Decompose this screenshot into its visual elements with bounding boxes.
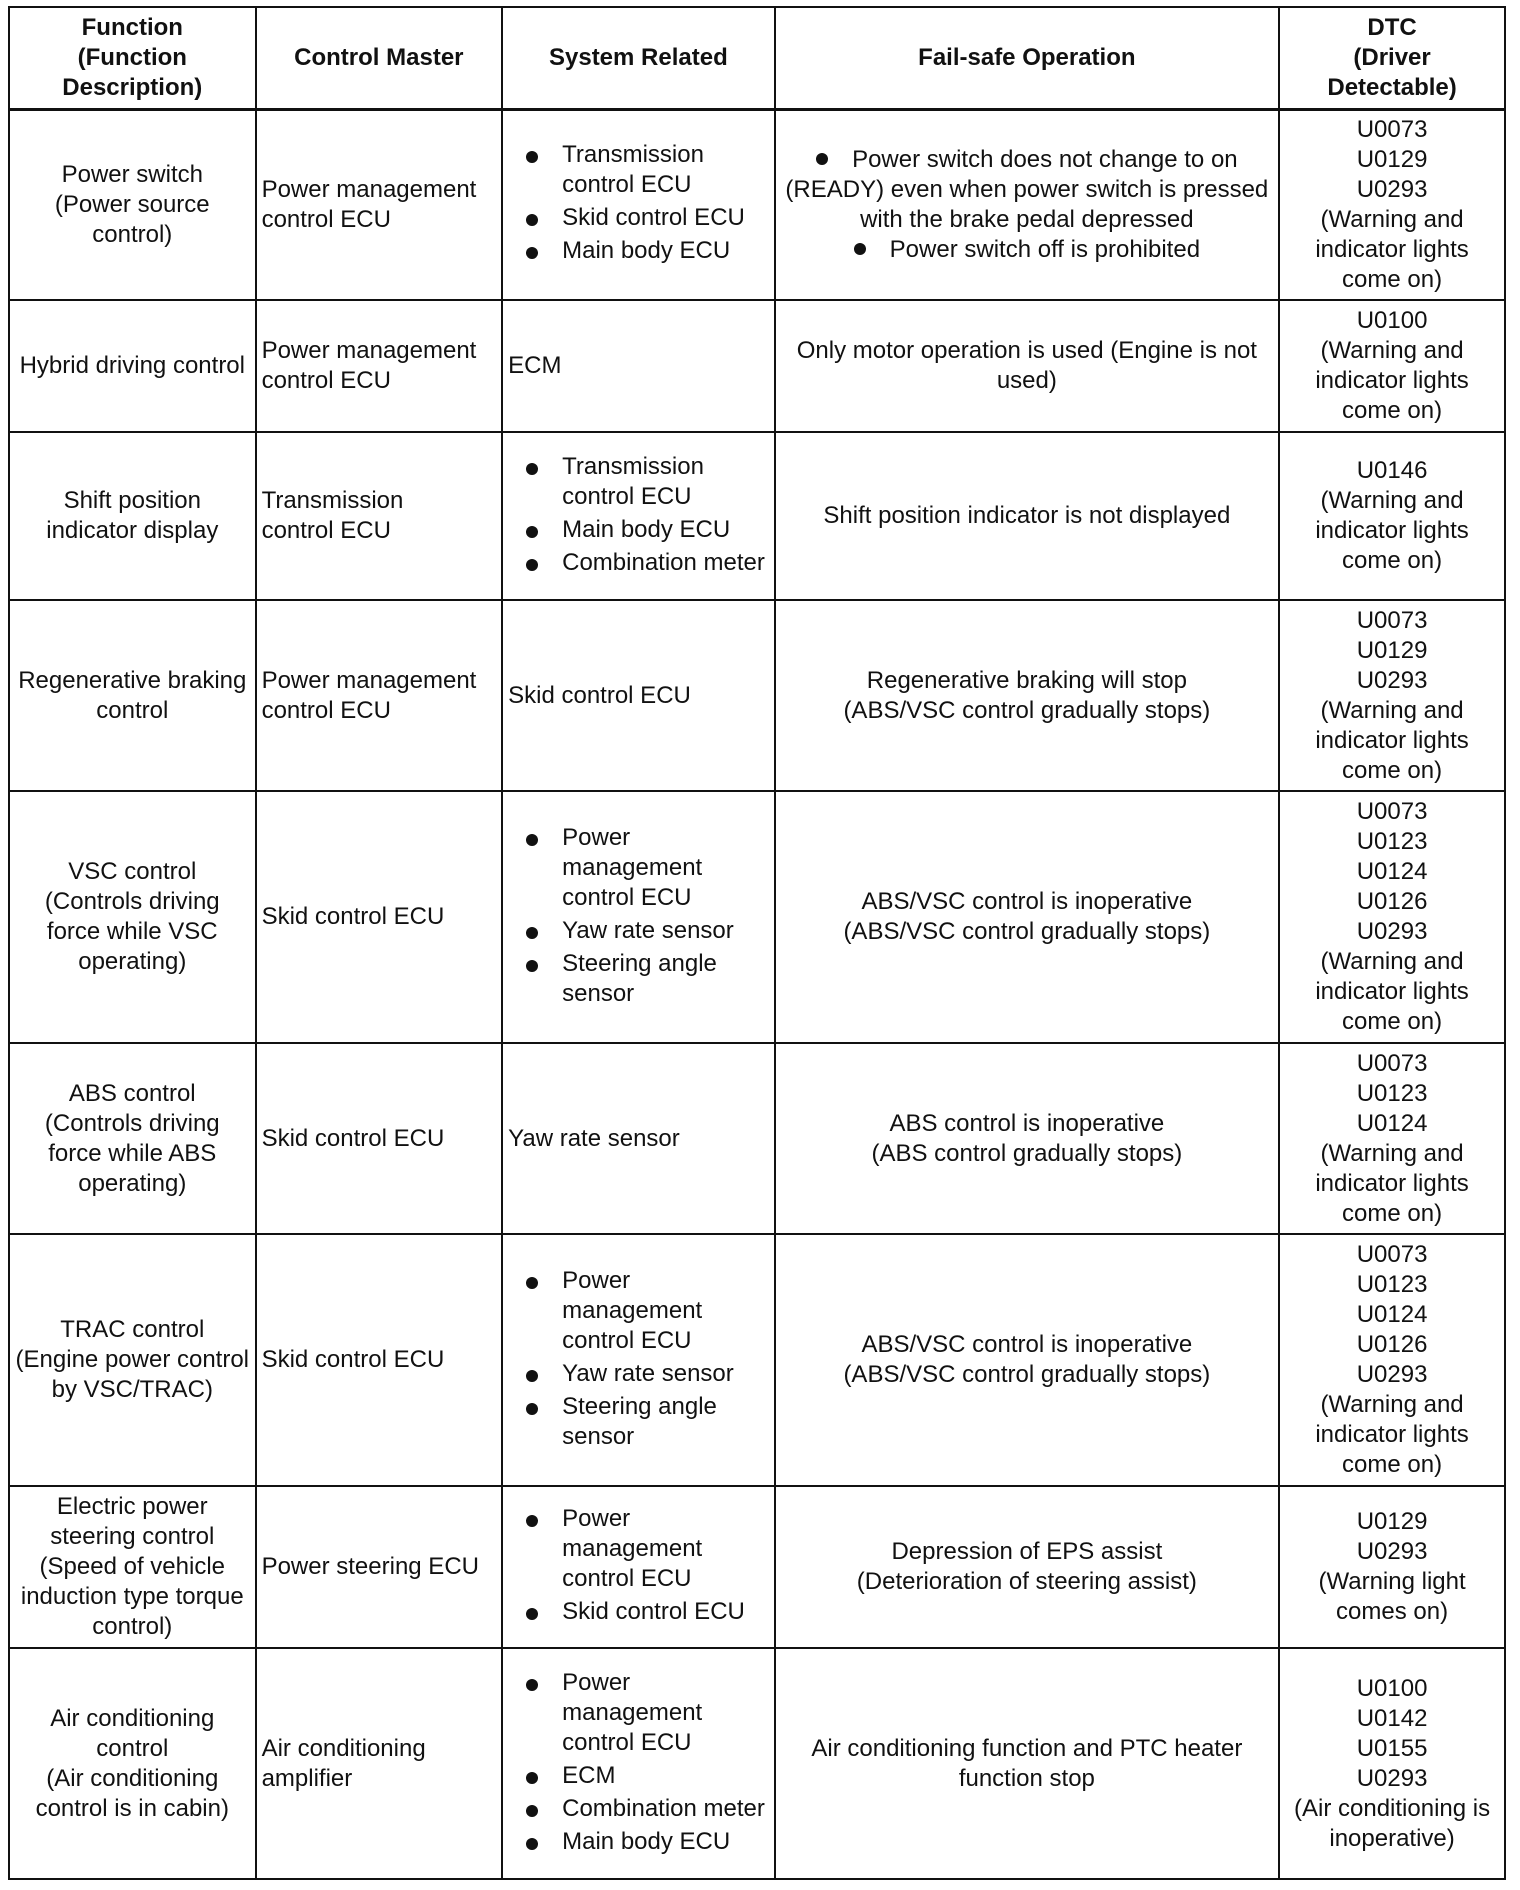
- list-item: Transmission control ECU: [526, 452, 768, 512]
- table-row: [9, 1486, 1505, 1648]
- header-failsafe-operation: Fail-safe Operation: [775, 7, 1280, 109]
- dtc-code: U0129: [1356, 636, 1428, 664]
- list-item: Transmission control ECU: [526, 140, 768, 200]
- bullet-icon: [526, 1838, 538, 1850]
- failsafe-cell: ABS/VSC control is inoperative (ABS/VSC control gradually stops): [775, 1234, 1280, 1486]
- failsafe-cell: Only motor operation is used (Engine is not used): [775, 300, 1280, 432]
- dtc-code: U0126: [1356, 1331, 1428, 1358]
- dtc-note: (Air conditioning is inoperative): [1294, 1794, 1491, 1852]
- dtc-cell: [1279, 600, 1505, 791]
- dtc-code: U0142: [1356, 1704, 1428, 1732]
- control-master-cell: Skid control ECU: [256, 1043, 503, 1234]
- list-item: Yaw rate sensor: [526, 916, 768, 946]
- dtc-cell: [1279, 1648, 1505, 1879]
- dtc-code: U0124: [1356, 1109, 1428, 1137]
- dtc-cell: [1279, 1486, 1505, 1648]
- bullet-icon: [526, 1277, 538, 1289]
- table-row: [9, 109, 1505, 300]
- failsafe-cell: Depression of EPS assist (Deterioration of steering assist): [775, 1486, 1280, 1648]
- dtc-code: U0100: [1356, 307, 1428, 334]
- function-cell: VSC control (Controls driving force while VSC operating): [9, 791, 256, 1043]
- dtc-code: U0126: [1356, 888, 1428, 915]
- system-related-cell: Skid control ECU: [502, 600, 774, 791]
- header-system-related: System Related: [502, 7, 774, 109]
- bullet-icon: [526, 1679, 538, 1691]
- system-related-cell: [502, 1648, 774, 1879]
- list-item: Yaw rate sensor: [526, 1359, 768, 1389]
- function-cell: Power switch (Power source control): [9, 109, 256, 300]
- function-cell: Shift position indicator display: [9, 432, 256, 600]
- list-item: ECM: [526, 1761, 768, 1791]
- system-related-cell: ECM: [502, 300, 774, 432]
- dtc-code: U0073: [1356, 606, 1428, 634]
- table-row: [9, 300, 1505, 432]
- dtc-code: U0129: [1356, 1508, 1428, 1535]
- dtc-note: (Warning and indicator lights come on): [1315, 205, 1469, 293]
- dtc-code: U0293: [1356, 1538, 1428, 1565]
- list-item: Skid control ECU: [526, 1597, 768, 1627]
- bullet-icon: [526, 151, 538, 163]
- control-master-cell: Power steering ECU: [256, 1486, 503, 1648]
- list-item: Skid control ECU: [526, 203, 768, 233]
- function-cell: TRAC control (Engine power control by VSC/TRAC): [9, 1234, 256, 1486]
- bullet-icon: [854, 243, 866, 255]
- failsafe-cell: Shift position indicator is not displayed: [775, 432, 1280, 600]
- failsafe-cell: [775, 109, 1280, 300]
- bullet-icon: [526, 247, 538, 259]
- header-control-master: Control Master: [256, 7, 503, 109]
- dtc-note: (Warning and indicator lights come on): [1315, 1391, 1469, 1478]
- dtc-code: U0073: [1356, 798, 1428, 825]
- failsafe-cell: Air conditioning function and PTC heater function stop: [775, 1648, 1280, 1879]
- list-item: Combination meter: [526, 548, 768, 578]
- header-row: [9, 7, 1505, 109]
- table-row: [9, 1648, 1505, 1879]
- control-master-cell: Power management control ECU: [256, 600, 503, 791]
- dtc-code: U0293: [1356, 1361, 1428, 1388]
- bullet-icon: [526, 1772, 538, 1784]
- list-item: Main body ECU: [526, 236, 768, 266]
- dtc-note: (Warning light comes on): [1318, 1568, 1466, 1625]
- dtc-cell: [1279, 109, 1505, 300]
- function-cell: ABS control (Controls driving force while ABS operating): [9, 1043, 256, 1234]
- dtc-code: U0123: [1356, 1079, 1428, 1107]
- system-related-cell: [502, 1234, 774, 1486]
- dtc-code: U0124: [1356, 858, 1428, 885]
- dtc-code: U0293: [1356, 175, 1428, 203]
- function-cell: Hybrid driving control: [9, 300, 256, 432]
- header-dtc: DTC (Driver Detectable): [1279, 7, 1505, 109]
- dtc-code: U0129: [1356, 145, 1428, 173]
- system-related-cell: [502, 109, 774, 300]
- dtc-code: U0293: [1356, 666, 1428, 694]
- dtc-code: U0146: [1356, 457, 1428, 484]
- failsafe-cell: ABS control is inoperative (ABS control gradually stops): [775, 1043, 1280, 1234]
- system-related-cell: [502, 791, 774, 1043]
- dtc-note: (Warning and indicator lights come on): [1315, 487, 1469, 574]
- list-item: Power management control ECU: [526, 1504, 768, 1594]
- system-related-cell: Yaw rate sensor: [502, 1043, 774, 1234]
- dtc-note: (Warning and indicator lights come on): [1315, 337, 1469, 424]
- control-master-cell: Power management control ECU: [256, 300, 503, 432]
- list-item: Steering angle sensor: [526, 949, 768, 1009]
- list-item: Main body ECU: [526, 515, 768, 545]
- dtc-code: U0124: [1356, 1301, 1428, 1328]
- bullet-icon: [526, 1403, 538, 1415]
- list-item: Power switch does not change to on (READY) even when power switch is pressed with the brake pedal depressed: [785, 145, 1269, 233]
- dtc-code: U0155: [1356, 1734, 1428, 1762]
- dtc-cell: [1279, 300, 1505, 432]
- list-item: Combination meter: [526, 1794, 768, 1824]
- dtc-code: U0100: [1356, 1674, 1428, 1702]
- header-function: Function (Function Description): [9, 7, 256, 109]
- function-cell: Electric power steering control (Speed of vehicle induction type torque control): [9, 1486, 256, 1648]
- list-item: Power switch off is prohibited: [781, 235, 1274, 265]
- bullet-icon: [526, 559, 538, 571]
- list-item: Power management control ECU: [526, 823, 768, 913]
- bullet-icon: [526, 927, 538, 939]
- bullet-icon: [526, 1805, 538, 1817]
- dtc-code: U0073: [1356, 1049, 1428, 1077]
- failsafe-cell: Regenerative braking will stop (ABS/VSC control gradually stops): [775, 600, 1280, 791]
- dtc-cell: [1279, 432, 1505, 600]
- function-cell: Regenerative braking control: [9, 600, 256, 791]
- bullet-icon: [526, 463, 538, 475]
- dtc-code: U0073: [1356, 1241, 1428, 1268]
- bullet-icon: [526, 1515, 538, 1527]
- control-master-cell: Transmission control ECU: [256, 432, 503, 600]
- bullet-icon: [526, 526, 538, 538]
- dtc-code: U0293: [1356, 918, 1428, 945]
- table-row: [9, 432, 1505, 600]
- list-item: Power management control ECU: [526, 1668, 768, 1758]
- dtc-cell: [1279, 1234, 1505, 1486]
- system-related-cell: [502, 1486, 774, 1648]
- bullet-icon: [526, 960, 538, 972]
- control-master-cell: Skid control ECU: [256, 1234, 503, 1486]
- bullet-icon: [526, 1370, 538, 1382]
- bullet-icon: [526, 834, 538, 846]
- control-master-cell: Air conditioning amplifier: [256, 1648, 503, 1879]
- dtc-code: U0123: [1356, 1271, 1428, 1298]
- table-row: [9, 600, 1505, 791]
- control-master-cell: Skid control ECU: [256, 791, 503, 1043]
- dtc-note: (Warning and indicator lights come on): [1315, 948, 1469, 1035]
- table-row: [9, 1043, 1505, 1234]
- bullet-icon: [816, 153, 828, 165]
- list-item: Main body ECU: [526, 1827, 768, 1857]
- failsafe-cell: ABS/VSC control is inoperative (ABS/VSC control gradually stops): [775, 791, 1280, 1043]
- list-item: Power management control ECU: [526, 1266, 768, 1356]
- table-row: [9, 1234, 1505, 1486]
- bullet-icon: [526, 214, 538, 226]
- dtc-cell: [1279, 1043, 1505, 1234]
- list-item: Steering angle sensor: [526, 1392, 768, 1452]
- dtc-cell: [1279, 791, 1505, 1043]
- dtc-code: U0293: [1356, 1764, 1428, 1792]
- system-related-cell: [502, 432, 774, 600]
- function-cell: Air conditioning control (Air conditioning control is in cabin): [9, 1648, 256, 1879]
- bullet-icon: [526, 1608, 538, 1620]
- control-master-cell: Power management control ECU: [256, 109, 503, 300]
- dtc-code: U0123: [1356, 828, 1428, 855]
- dtc-note: (Warning and indicator lights come on): [1315, 696, 1469, 784]
- dtc-note: (Warning and indicator lights come on): [1315, 1139, 1469, 1227]
- table-row: [9, 791, 1505, 1043]
- function-table: [8, 6, 1506, 1880]
- dtc-code: U0073: [1356, 115, 1428, 143]
